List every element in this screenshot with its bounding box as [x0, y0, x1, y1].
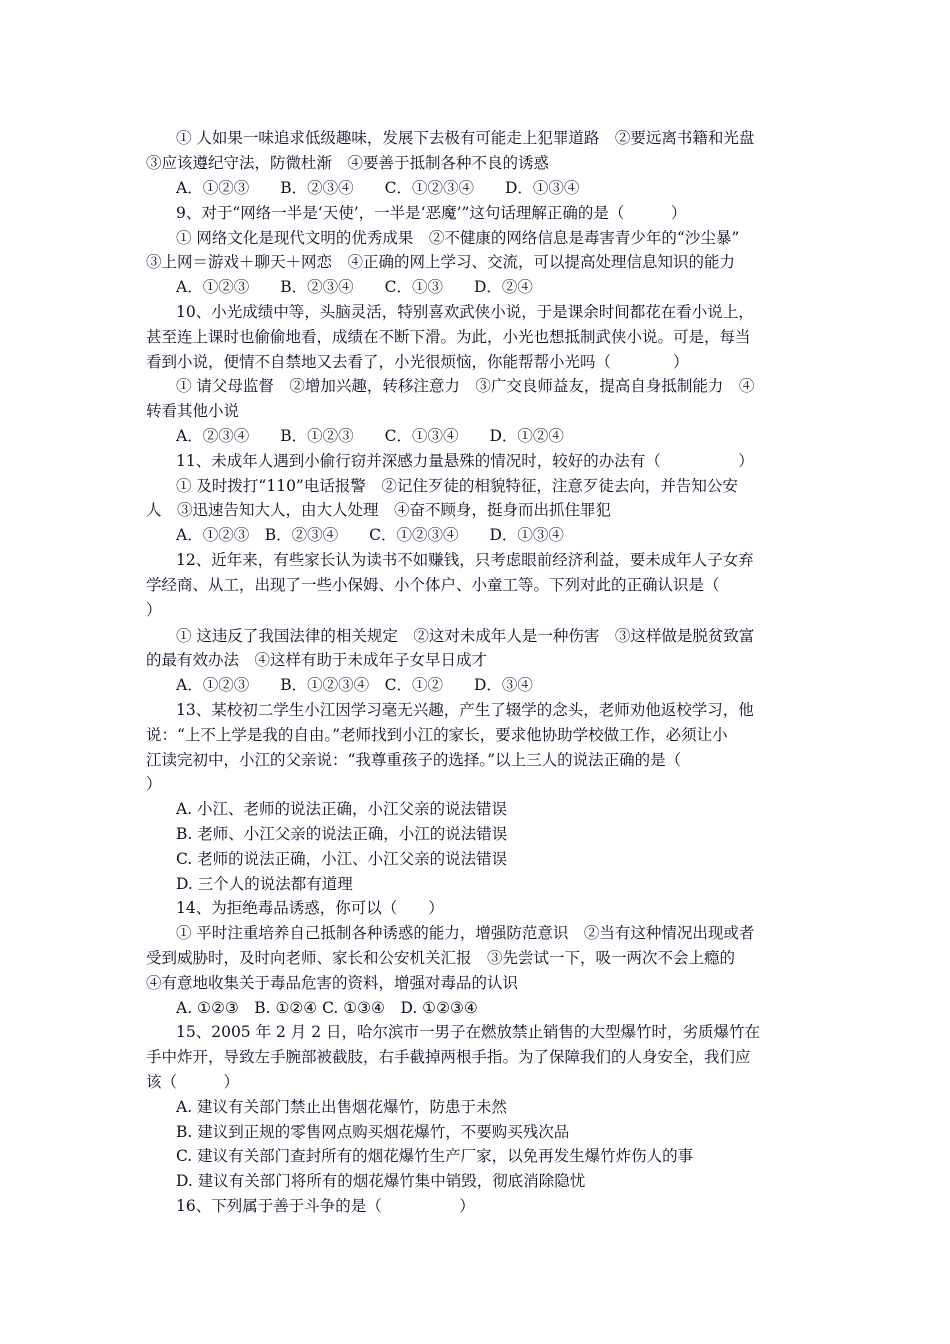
text-line: ）: [146, 775, 162, 793]
question-16-stem: 16、下列属于善于斗争的是（ ）: [176, 1197, 475, 1215]
text-line: 手中炸开，导致左手腕部被截肢，右手截掉两根手指。为了保障我们的人身安全，我们应: [146, 1048, 751, 1066]
question-15-stem: 15、2005 年 2 月 2 日，哈尔滨市一男子在燃放禁止销售的大型爆竹时，劣质爆竹在: [176, 1023, 761, 1041]
question-9-stem: 9、对于“网络一半是‘天使’，一半是‘恶魔’”这句话理解正确的是（ ）: [176, 204, 687, 222]
question-9-options: A．①②③ B．②③④ C．①③ D．②④: [176, 278, 533, 296]
question-14-stem: 14、为拒绝毒品诱惑，你可以（ ）: [176, 899, 444, 917]
question-10-stem: 10、小光成绩中等，头脑灵活，特别喜欢武侠小说，于是课余时间都花在看小说上，: [176, 303, 754, 321]
question-12-stem: 12、近年来，有些家长认为读书不如赚钱，只考虑眼前经济利益，要未成年人子女弃: [176, 551, 754, 569]
text-line: 学经商、从工，出现了一些小保姆、小个体户、小童工等。下列对此的正确认识是（: [146, 576, 720, 594]
question-15-option-a: A. 建议有关部门禁止出售烟花爆竹，防患于未然: [176, 1098, 508, 1116]
text-line: 人 ③迅速告知大人，由大人处理 ④奋不顾身，挺身而出抓住罪犯: [146, 501, 612, 519]
question-10-options: A．②③④ B．①②③ C．①③④ D．①②④: [176, 427, 564, 445]
text-line: ① 网络文化是现代文明的优秀成果 ②不健康的网络信息是毒害青少年的“沙尘暴”: [176, 229, 740, 247]
text-line: ③上网＝游戏＋聊天＋网恋 ④正确的网上学习、交流，可以提高处理信息知识的能力: [146, 253, 736, 271]
text-line: 的最有效办法 ④这样有助于未成年子女早日成才: [146, 651, 488, 669]
question-15-option-d: D. 建议有关部门将所有的烟花爆竹集中销毁，彻底消除隐忧: [176, 1172, 586, 1190]
question-12-options: A．①②③ B．①②③④ C．①② D．③④: [176, 676, 533, 694]
text-line: ① 平时注重培养自己抵制各种诱惑的能力，增强防范意识 ②当有这种情况出现或者: [176, 924, 755, 942]
question-13-option-d: D. 三个人的说法都有道理: [176, 875, 353, 893]
text-line: 该（ ）: [146, 1073, 240, 1091]
question-15-option-c: C. 建议有关部门查封所有的烟花爆竹生产厂家，以免再发生爆竹炸伤人的事: [176, 1147, 694, 1165]
question-13-option-a: A. 小江、老师的说法正确，小江父亲的说法错误: [176, 800, 508, 818]
text-line: 转看其他小说: [146, 402, 240, 420]
question-11-options: A．①②③ B．②③④ C．①②③④ D．①③④: [176, 526, 564, 544]
text-line: ③应该遵纪守法，防微杜渐 ④要善于抵制各种不良的诱惑: [146, 154, 550, 172]
text-line: 看到小说，便情不自禁地又去看了，小光很烦恼，你能帮帮小光吗（ ）: [146, 353, 689, 371]
text-line: 甚至连上课时也偷偷地看，成绩在不断下滑。为此，小光也想抵制武侠小说。可是，每当: [146, 328, 751, 346]
text-line: ① 人如果一味追求低级趣味，发展下去极有可能走上犯罪道路 ②要远离书籍和光盘: [176, 129, 755, 147]
question-13-option-c: C. 老师的说法正确，小江、小江父亲的说法错误: [176, 850, 508, 868]
question-14-options: A. ①②③ B. ①②④ C. ①③④ D. ①②③④: [176, 999, 478, 1017]
text-line: ① 请父母监督 ②增加兴趣，转移注意力 ③广交良师益友，提高自身抵制能力 ④: [176, 377, 755, 395]
text-line: 受到威胁时，及时向老师、家长和公安机关汇报 ③先尝试一下，吸一两次不会上瘾的: [146, 949, 736, 967]
text-line: ① 及时拨打“110”电话报警 ②记住歹徒的相貌特征，注意歹徒去向，并告知公安: [176, 477, 738, 495]
question-13-stem: 13、某校初二学生小江因学习毫无兴趣，产生了辍学的念头，老师劝他返校学习，他: [176, 701, 754, 719]
text-line: ① 这违反了我国法律的相关规定 ②这对未成年人是一种伤害 ③这样做是脱贫致富: [176, 627, 755, 645]
question-13-option-b: B. 老师、小江父亲的说法正确，小江的说法错误: [176, 825, 508, 843]
text-line: 江读完初中，小江的父亲说：“我尊重孩子的选择。”以上三人的说法正确的是（: [146, 751, 682, 769]
text-line: ）: [146, 601, 162, 619]
question-15-option-b: B. 建议到正规的零售网点购买烟花爆竹，不要购买残次品: [176, 1123, 570, 1141]
text-line: A．①②③ B．②③④ C．①②③④ D．①③④: [176, 179, 580, 197]
text-line: 说：“上不上学是我的自由。”老师找到小江的家长，要求他协助学校做工作，必须让小: [146, 726, 728, 744]
text-line: ④有意地收集关于毒品危害的资料，增强对毒品的认识: [146, 974, 519, 992]
question-11-stem: 11、未成年人遇到小偷行窃并深感力量悬殊的情况时，较好的办法有（ ）: [176, 452, 754, 470]
